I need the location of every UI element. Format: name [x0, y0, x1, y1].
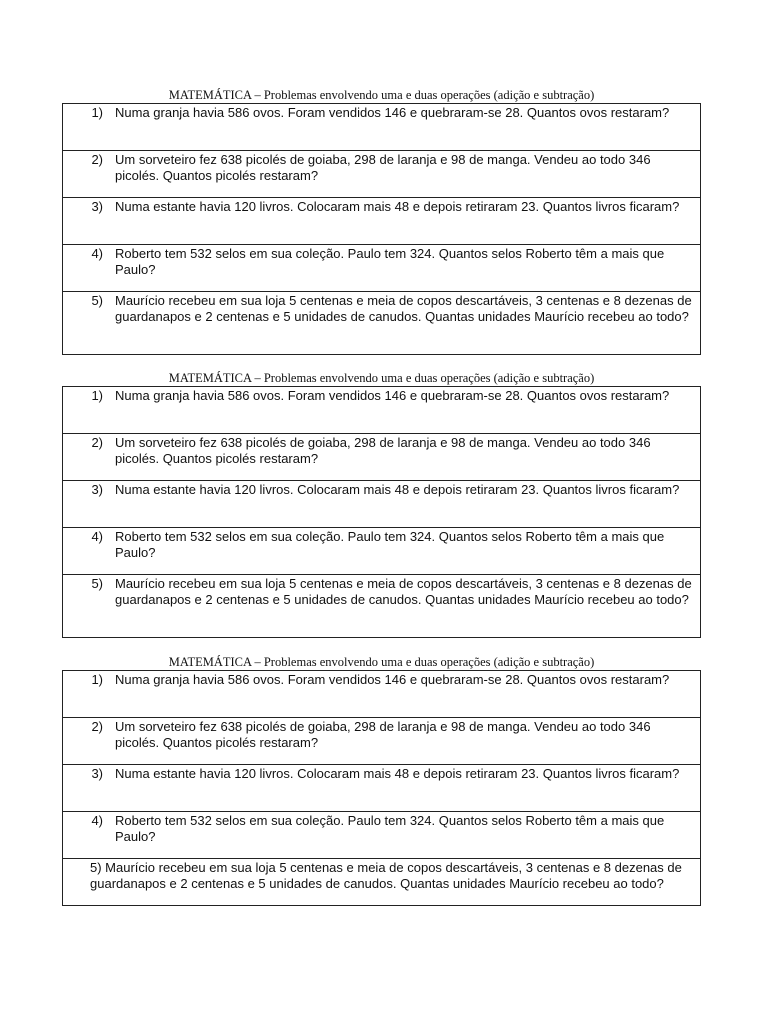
problem-row: [63, 245, 701, 292]
problem-row: [63, 718, 701, 765]
problem-row: [63, 575, 701, 638]
problem-text: 5) Maurício recebeu em sua loja 5 centenas e meia de copos descartáveis, 3 centenas e 8 dezenas de guardanapos e 2 centenas e 5 unidades de canudos. Quantas unidades Maurício recebeu ao todo?: [90, 860, 682, 891]
problem-row: [63, 859, 701, 906]
problem-row: [63, 812, 701, 859]
problem-number: 1): [91, 105, 103, 120]
problem-row: [63, 528, 701, 575]
problem-text: Numa granja havia 586 ovos. Foram vendidos 146 e quebraram-se 28. Quantos ovos restaram?: [115, 672, 670, 687]
problem-table: [62, 670, 701, 906]
problem-number: 4): [91, 813, 103, 828]
problem-row: [63, 671, 701, 718]
problem-number: 3): [91, 482, 103, 497]
worksheet-title: MATEMÁTICA – Problemas envolvendo uma e duas operações (adição e subtração): [168, 88, 595, 102]
problem-row: [63, 434, 701, 481]
problem-text: Roberto tem 532 selos em sua coleção. Paulo tem 324. Quantos selos Roberto têm a mais que Paulo?: [115, 529, 665, 560]
problem-row: [63, 387, 701, 434]
problem-number: 1): [91, 388, 103, 403]
problem-table: [62, 103, 701, 355]
problem-number: 5): [91, 576, 103, 591]
worksheet-title: MATEMÁTICA – Problemas envolvendo uma e duas operações (adição e subtração): [168, 655, 595, 669]
problem-text: Numa estante havia 120 livros. Colocaram mais 48 e depois retiraram 23. Quantos livros ficaram?: [115, 482, 680, 497]
problem-number: 4): [91, 246, 103, 261]
problem-text: Numa granja havia 586 ovos. Foram vendidos 146 e quebraram-se 28. Quantos ovos restaram?: [115, 388, 670, 403]
problem-text: Roberto tem 532 selos em sua coleção. Paulo tem 324. Quantos selos Roberto têm a mais que Paulo?: [115, 246, 665, 277]
problem-row: [63, 481, 701, 528]
problem-text: Maurício recebeu em sua loja 5 centenas e meia de copos descartáveis, 3 centenas e 8 dezenas de guardanapos e 2 centenas e 5 unidades de canudos. Quantas unidades Maurício recebeu ao todo?: [115, 293, 692, 324]
worksheet-1: [62, 88, 701, 355]
worksheet-3: [62, 655, 701, 906]
problem-number: 2): [91, 719, 103, 734]
problem-number: 3): [91, 766, 103, 781]
problem-row: [63, 198, 701, 245]
problem-text: Numa estante havia 120 livros. Colocaram mais 48 e depois retiraram 23. Quantos livros ficaram?: [115, 766, 680, 781]
worksheet-2: [62, 371, 701, 638]
problem-text: Numa granja havia 586 ovos. Foram vendidos 146 e quebraram-se 28. Quantos ovos restaram?: [115, 105, 670, 120]
problem-number: 3): [91, 199, 103, 214]
problem-number: 4): [91, 529, 103, 544]
problem-number: 5): [91, 293, 103, 308]
worksheet-title: MATEMÁTICA – Problemas envolvendo uma e duas operações (adição e subtração): [168, 371, 595, 385]
problem-number: 2): [91, 152, 103, 167]
problem-row: [63, 765, 701, 812]
problem-row: [63, 151, 701, 198]
problem-text: Um sorveteiro fez 638 picolés de goiaba, 298 de laranja e 98 de manga. Vendeu ao todo 346 picolés. Quantos picolés restaram?: [115, 152, 651, 183]
problem-row: [63, 292, 701, 355]
problem-text: Numa estante havia 120 livros. Colocaram mais 48 e depois retiraram 23. Quantos livros ficaram?: [115, 199, 680, 214]
problem-table: [62, 386, 701, 638]
problem-text: Maurício recebeu em sua loja 5 centenas e meia de copos descartáveis, 3 centenas e 8 dezenas de guardanapos e 2 centenas e 5 unidades de canudos. Quantas unidades Maurício recebeu ao todo?: [115, 576, 692, 607]
problem-text: Um sorveteiro fez 638 picolés de goiaba, 298 de laranja e 98 de manga. Vendeu ao todo 346 picolés. Quantos picolés restaram?: [115, 435, 651, 466]
problem-number: 1): [91, 672, 103, 687]
problem-text: Roberto tem 532 selos em sua coleção. Paulo tem 324. Quantos selos Roberto têm a mais que Paulo?: [115, 813, 665, 844]
problem-text: Um sorveteiro fez 638 picolés de goiaba, 298 de laranja e 98 de manga. Vendeu ao todo 346 picolés. Quantos picolés restaram?: [115, 719, 651, 750]
problem-number: 2): [91, 435, 103, 450]
problem-row: [63, 104, 701, 151]
